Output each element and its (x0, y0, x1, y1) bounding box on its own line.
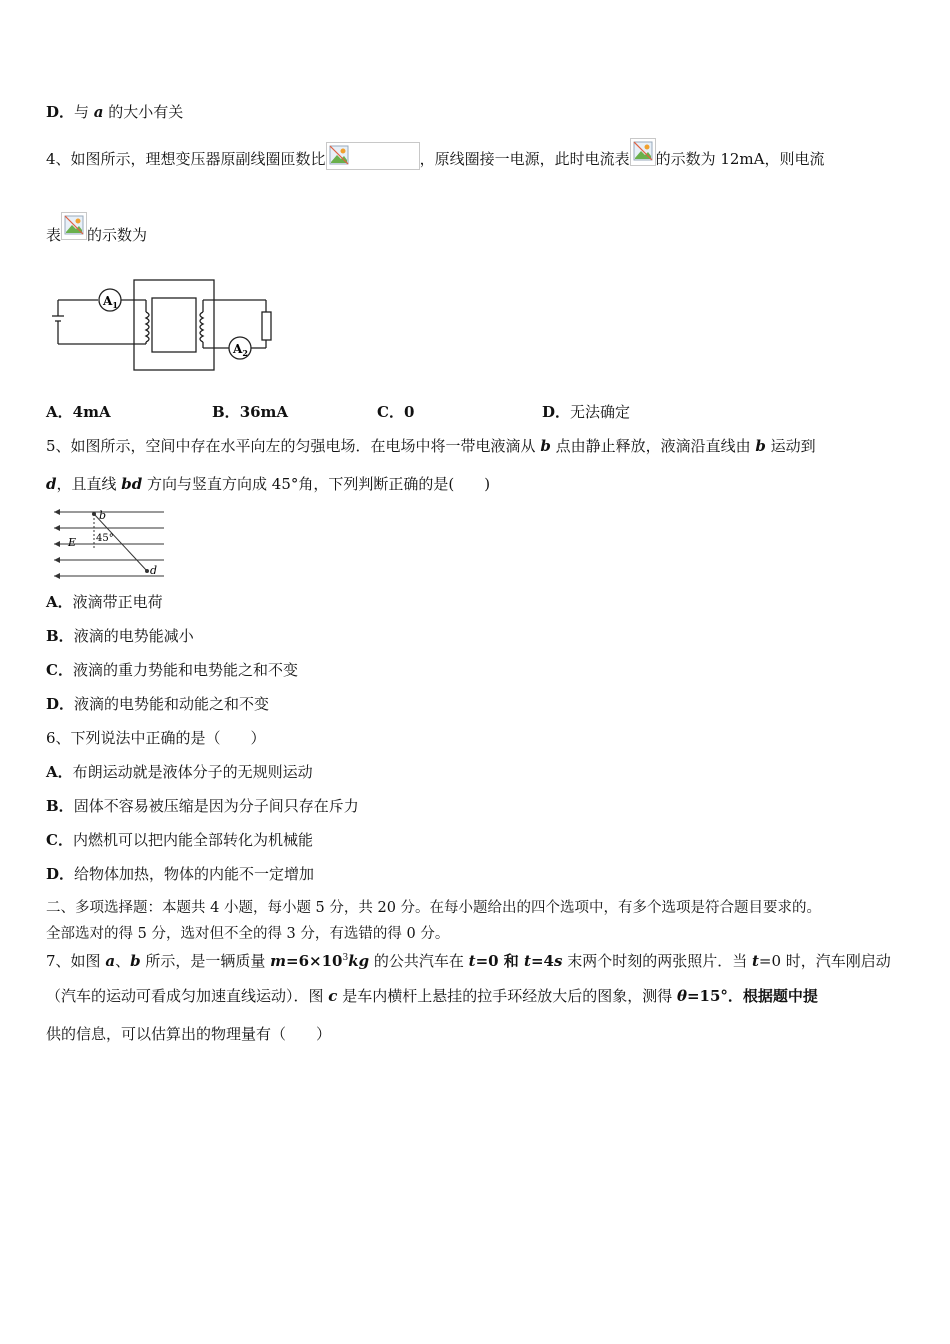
q4-option-d[interactable] (542, 402, 630, 422)
variable-b: b (540, 437, 551, 455)
option-letter: A． (46, 763, 73, 781)
variable-d: d (46, 475, 57, 493)
variable-a: a (105, 952, 116, 970)
option-letter: B． (212, 403, 240, 421)
question-number: 5、 (46, 437, 71, 455)
option-text: 液滴的电势能减小 (73, 627, 194, 645)
option-letter: D． (46, 103, 75, 121)
broken-image-icon (61, 212, 87, 240)
variable-t: t (468, 952, 476, 970)
q4-text2: ，原线圈接一电源，此时电流表 (419, 150, 630, 168)
q7-text: 、 (115, 952, 131, 970)
point-d-label: d (150, 564, 158, 577)
q5-option-b[interactable] (46, 626, 194, 646)
unit-s: s (553, 952, 563, 970)
q5-text: 如图所示，空间中存在水平向左的匀强电场．在电场中将一带电液滴从 (70, 437, 541, 455)
q7-text: 所示，是一辆质量 (140, 952, 271, 970)
q4-line2-post: 的示数为 (87, 226, 148, 244)
option-letter: D． (542, 403, 571, 421)
ammeter-a1-label: $A_1$ (103, 294, 118, 310)
option-letter: B． (46, 797, 74, 815)
q5-stem-line2 (46, 474, 490, 494)
q4-option-b[interactable] (212, 402, 288, 422)
option-letter: C． (377, 403, 404, 421)
variable-t: t (524, 952, 531, 970)
ammeter-a2-label: $A_2$ (233, 342, 248, 358)
variable-b: b (130, 952, 141, 970)
option-text: 36mA (239, 403, 289, 421)
option-text: 0 (403, 403, 415, 421)
section2-instructions-line1: 二、多项选择题：本题共 4 小题，每小题 5 分，共 20 分。在每小题给出的四个选项中，有多个选项是符合题目要求的。 (46, 900, 822, 916)
option-text: 给物体加热，物体的内能不一定增加 (74, 865, 315, 883)
option-letter: B． (46, 627, 74, 645)
q7-text: 如图 (70, 952, 106, 970)
broken-image-icon (630, 138, 656, 166)
q4-text3: 的示数为 12mA，则电流 (655, 150, 825, 168)
option-text-pre: 与 (74, 103, 94, 121)
q3-option-d (46, 102, 183, 122)
q5-text: 方向与竖直方向成 45°角，下列判断正确的是( ) (142, 475, 491, 493)
q4-stem-line2 (46, 222, 147, 250)
q7-text: 末两个时刻的两张照片．当 (562, 952, 752, 970)
q5-text: ，且直线 (56, 475, 122, 493)
variable-m: m (270, 952, 286, 970)
q4-stem-line1 (46, 146, 825, 174)
q5-option-c[interactable] (46, 660, 298, 680)
field-e-label: E (68, 536, 77, 549)
transformer-circuit-diagram (48, 276, 280, 374)
q5-stem-line1 (46, 436, 816, 456)
q6-text: 下列说法中正确的是（ ） (70, 729, 266, 747)
q7-text: 的公共汽车在 (369, 952, 469, 970)
q7-text: =0 时，汽车刚启动 (758, 952, 891, 970)
q7-stem-line3: 供的信息，可以估算出的物理量有（ ） (46, 1025, 332, 1043)
q7-stem-line1 (46, 948, 891, 971)
option-letter: A． (46, 593, 73, 611)
point-b-label: b (99, 509, 107, 522)
q4-line2-pre: 表 (46, 226, 62, 244)
q7-text: =0 和 (475, 952, 525, 970)
variable-t: t (751, 952, 759, 970)
option-text: 无法确定 (570, 403, 631, 421)
option-text: 固体不容易被压缩是因为分子间只存在斥力 (73, 797, 359, 815)
exponent: 3 (342, 953, 349, 963)
q5-option-d[interactable] (46, 694, 269, 714)
question-number: 4、 (46, 150, 71, 168)
section2-instructions-line2: 全部选对的得 5 分，选对但不全的得 3 分，有选错的得 0 分。 (46, 926, 450, 942)
option-letter: C． (46, 661, 73, 679)
question-number: 6、 (46, 729, 71, 747)
variable-b: b (755, 437, 766, 455)
q6-option-d[interactable] (46, 864, 314, 884)
q4-option-c[interactable] (377, 402, 414, 422)
option-text: 布朗运动就是液体分子的无规则运动 (72, 763, 313, 781)
q4-option-a[interactable] (46, 402, 111, 422)
q7-text: （汽车的运动可看成匀加速直线运动）．图 (46, 987, 329, 1005)
option-text: 内燃机可以把内能全部转化为机械能 (72, 831, 313, 849)
unit-kg: kg (348, 952, 370, 970)
broken-image-icon (326, 142, 420, 170)
option-letter: D． (46, 695, 75, 713)
variable-bd: bd (121, 475, 143, 493)
electric-field-diagram (52, 504, 166, 580)
variable-a: a (93, 103, 104, 121)
option-text: 液滴的电势能和动能之和不变 (74, 695, 270, 713)
q5-option-a[interactable] (46, 592, 163, 612)
option-text: 液滴的重力势能和电势能之和不变 (72, 661, 298, 679)
variable-c: c (328, 987, 338, 1005)
variable-theta: θ (676, 987, 687, 1005)
q5-text: 运动到 (765, 437, 816, 455)
q7-text: =4 (530, 952, 554, 970)
q7-text: 是车内横杆上悬挂的拉手环经放大后的图象，测得 (337, 987, 677, 1005)
option-text-post: 的大小有关 (103, 103, 184, 121)
question-number: 7、 (46, 952, 71, 970)
q7-text: =6×10 (286, 952, 343, 970)
option-text: 4mA (72, 403, 111, 421)
option-letter: D． (46, 865, 75, 883)
angle-label: 45° (96, 533, 114, 544)
q4-text1: 如图所示，理想变压器原副线圈匝数比 (70, 150, 326, 168)
q6-option-b[interactable] (46, 796, 359, 816)
option-text: 液滴带正电荷 (72, 593, 163, 611)
q7-stem-line2 (46, 986, 818, 1006)
q6-option-a[interactable] (46, 762, 313, 782)
option-letter: C． (46, 831, 73, 849)
option-letter: A． (46, 403, 73, 421)
q7-text: =15°．根据题中提 (686, 987, 818, 1005)
q6-stem (46, 728, 266, 748)
q6-option-c[interactable] (46, 830, 313, 850)
q5-text: 点由静止释放，液滴沿直线由 (550, 437, 756, 455)
